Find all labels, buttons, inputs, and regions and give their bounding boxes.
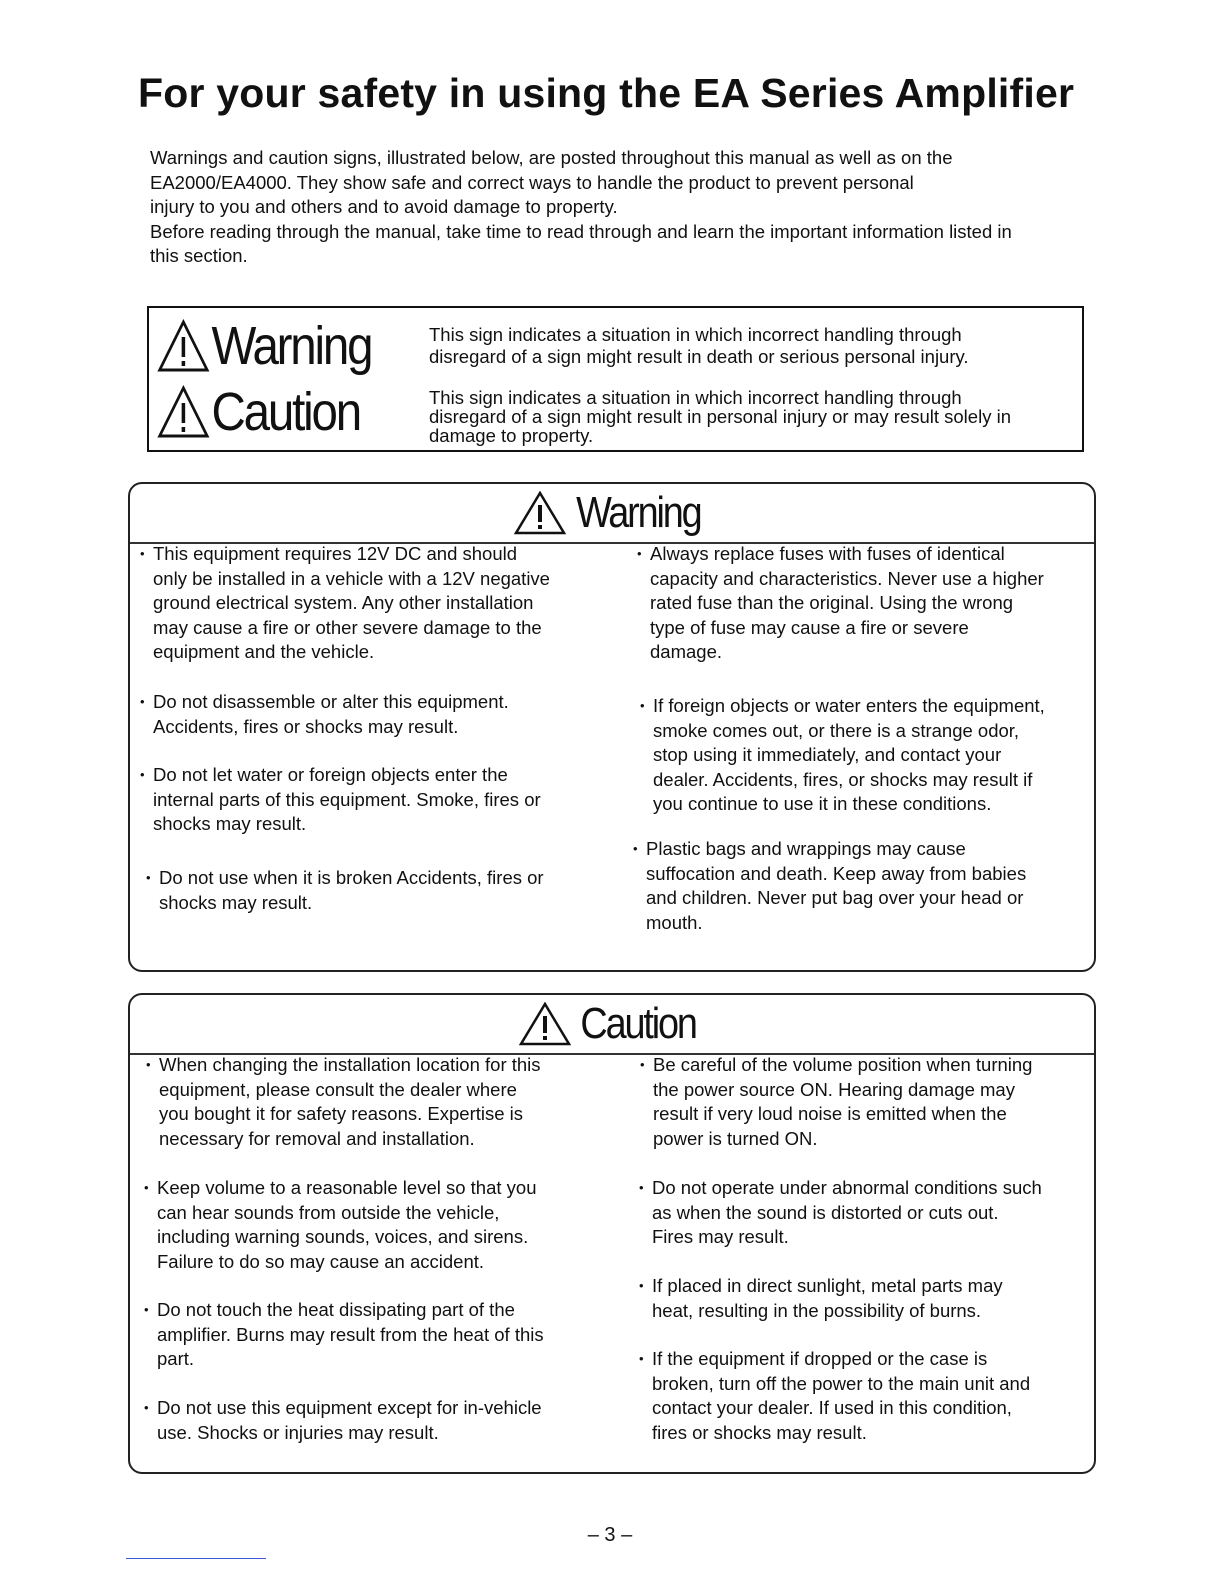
list-item <box>639 1176 1089 1250</box>
legend-caution-label <box>157 380 360 444</box>
list-item <box>144 1396 594 1445</box>
bullet: • <box>640 698 645 713</box>
footer-divider <box>126 1558 266 1559</box>
item-line: equipment, please consult the dealer where <box>159 1078 517 1100</box>
list-item <box>144 1176 594 1274</box>
item-line: the power source ON. Hearing damage may <box>653 1078 1015 1100</box>
item-line: shocks may result. <box>153 813 307 835</box>
item-line: contact your dealer. If used in this condition, <box>652 1397 1012 1419</box>
intro-line: Warnings and caution signs, illustrated below, are posted throughout this manual as well as on the <box>150 147 953 168</box>
caution-triangle-icon <box>519 1002 571 1046</box>
item-line: damage. <box>650 641 722 663</box>
item-line: as when the sound is distorted or cuts out. <box>652 1201 999 1223</box>
caution-triangle-icon <box>157 385 210 439</box>
item-line: result if very loud noise is emitted when the <box>653 1103 1007 1125</box>
item-line: Do not operate under abnormal conditions such <box>652 1177 1042 1198</box>
item-line: part. <box>157 1348 195 1370</box>
page-number: – 3 – <box>587 1524 633 1546</box>
item-line: If foreign objects or water enters the equipment, <box>653 695 1045 716</box>
item-line: dealer. Accidents, fires, or shocks may result if <box>653 768 1033 790</box>
item-line: broken, turn off the power to the main unit and <box>652 1372 1031 1394</box>
legend-warning-desc <box>429 324 1069 368</box>
bullet: • <box>639 1278 644 1293</box>
item-line: only be installed in a vehicle with a 12V negative <box>153 567 550 589</box>
bullet: • <box>140 546 145 561</box>
list-item <box>146 1053 596 1151</box>
sign-legend-box <box>147 306 1084 452</box>
warning-panel <box>128 482 1096 972</box>
bullet: • <box>144 1302 149 1317</box>
bullet: • <box>140 694 145 709</box>
warning-triangle-icon <box>514 491 566 535</box>
item-line: use. Shocks or injuries may result. <box>157 1421 439 1443</box>
legend-caution-desc <box>429 388 1069 445</box>
item-line: mouth. <box>646 911 703 933</box>
item-line: This equipment requires 12V DC and should <box>153 543 518 564</box>
item-line: heat, resulting in the possibility of burns. <box>652 1299 982 1321</box>
item-line: including warning sounds, voices, and sirens. <box>157 1226 529 1248</box>
item-line: capacity and characteristics. Never use a higher <box>650 567 1044 589</box>
caution-panel-header <box>130 995 1094 1055</box>
item-line: Do not use this equipment except for in-vehicle <box>157 1397 542 1418</box>
bullet: • <box>639 1180 644 1195</box>
desc-line: This sign indicates a situation in which incorrect handling through <box>429 324 962 345</box>
item-line: Keep volume to a reasonable level so that you <box>157 1177 537 1198</box>
bullet: • <box>639 1351 644 1366</box>
intro-line: Before reading through the manual, take time to read through and learn the important information listed in <box>150 220 1012 242</box>
bullet: • <box>144 1400 149 1415</box>
item-line: stop using it immediately, and contact your <box>653 744 1002 766</box>
item-line: may cause a fire or other severe damage to the <box>153 616 542 638</box>
list-item <box>633 837 1083 935</box>
list-item <box>144 1298 594 1372</box>
list-item <box>140 690 590 739</box>
item-line: Accidents, fires or shocks may result. <box>153 715 459 737</box>
warning-panel-header <box>130 484 1094 544</box>
item-line: power is turned ON. <box>653 1127 818 1149</box>
item-line: shocks may result. <box>159 891 313 913</box>
list-item <box>640 1053 1090 1151</box>
intro-line: this section. <box>150 245 248 267</box>
desc-line: This sign indicates a situation in which incorrect handling through <box>429 387 962 408</box>
item-line: rated fuse than the original. Using the wrong <box>650 592 1014 614</box>
intro-paragraph <box>150 146 1090 269</box>
page-title: For your safety in using the EA Series Amplifier <box>138 70 1075 116</box>
item-line: Do not use when it is broken Accidents, fires or <box>159 867 544 888</box>
list-item <box>146 866 596 915</box>
bullet: • <box>637 546 642 561</box>
caution-panel <box>128 993 1096 1474</box>
item-line: Plastic bags and wrappings may cause <box>646 838 966 859</box>
legend-warning-label <box>157 314 371 378</box>
item-line: If placed in direct sunlight, metal parts may <box>652 1275 1003 1296</box>
list-item <box>640 694 1090 817</box>
item-line: you continue to use it in these conditions. <box>653 793 992 815</box>
desc-line: disregard of a sign might result in personal injury or may result solely in <box>429 406 1011 427</box>
list-item <box>639 1347 1089 1445</box>
item-line: internal parts of this equipment. Smoke, fires or <box>153 788 541 810</box>
intro-line: injury to you and others and to avoid damage to property. <box>150 196 618 218</box>
item-line: If the equipment if dropped or the case is <box>652 1348 988 1369</box>
legend-caution-word: Caution <box>211 382 360 442</box>
item-line: Do not touch the heat dissipating part of the <box>157 1299 515 1320</box>
bullet: • <box>144 1180 149 1195</box>
item-line: necessary for removal and installation. <box>159 1127 475 1149</box>
item-line: Do not disassemble or alter this equipment. <box>153 691 509 712</box>
bullet: • <box>640 1057 645 1072</box>
list-item <box>637 542 1087 665</box>
warning-triangle-icon <box>157 319 210 373</box>
item-line: equipment and the vehicle. <box>153 641 375 663</box>
bullet: • <box>633 841 638 856</box>
item-line: smoke comes out, or there is a strange odor, <box>653 719 1020 741</box>
item-line: Do not let water or foreign objects enter the <box>153 764 508 785</box>
item-line: suffocation and death. Keep away from babies <box>646 862 1027 884</box>
item-line: Failure to do so may cause an accident. <box>157 1250 485 1272</box>
bullet: • <box>146 870 151 885</box>
item-line: fires or shocks may result. <box>652 1421 867 1443</box>
list-item <box>140 542 590 665</box>
item-line: you bought it for safety reasons. Expertise is <box>159 1103 524 1125</box>
desc-line: damage to property. <box>429 425 594 446</box>
warning-panel-heading: Warning <box>575 488 701 537</box>
legend-warning-word: Warning <box>211 316 372 376</box>
item-line: and children. Never put bag over your head or <box>646 887 1024 909</box>
bullet: • <box>140 767 145 782</box>
item-line: type of fuse may cause a fire or severe <box>650 616 969 638</box>
item-line: When changing the installation location for this <box>159 1054 541 1075</box>
caution-panel-heading: Caution <box>580 999 696 1048</box>
desc-line: disregard of a sign might result in death or serious personal injury. <box>429 346 969 367</box>
item-line: Always replace fuses with fuses of identical <box>650 543 1005 564</box>
list-item <box>639 1274 1089 1323</box>
item-line: can hear sounds from outside the vehicle, <box>157 1201 500 1223</box>
intro-line: EA2000/EA4000. They show safe and correct ways to handle the product to prevent personal <box>150 171 914 193</box>
item-line: Fires may result. <box>652 1226 789 1248</box>
item-line: ground electrical system. Any other installation <box>153 592 534 614</box>
list-item <box>140 763 590 837</box>
item-line: Be careful of the volume position when turning <box>653 1054 1033 1075</box>
bullet: • <box>146 1057 151 1072</box>
item-line: amplifier. Burns may result from the heat of this <box>157 1323 544 1345</box>
